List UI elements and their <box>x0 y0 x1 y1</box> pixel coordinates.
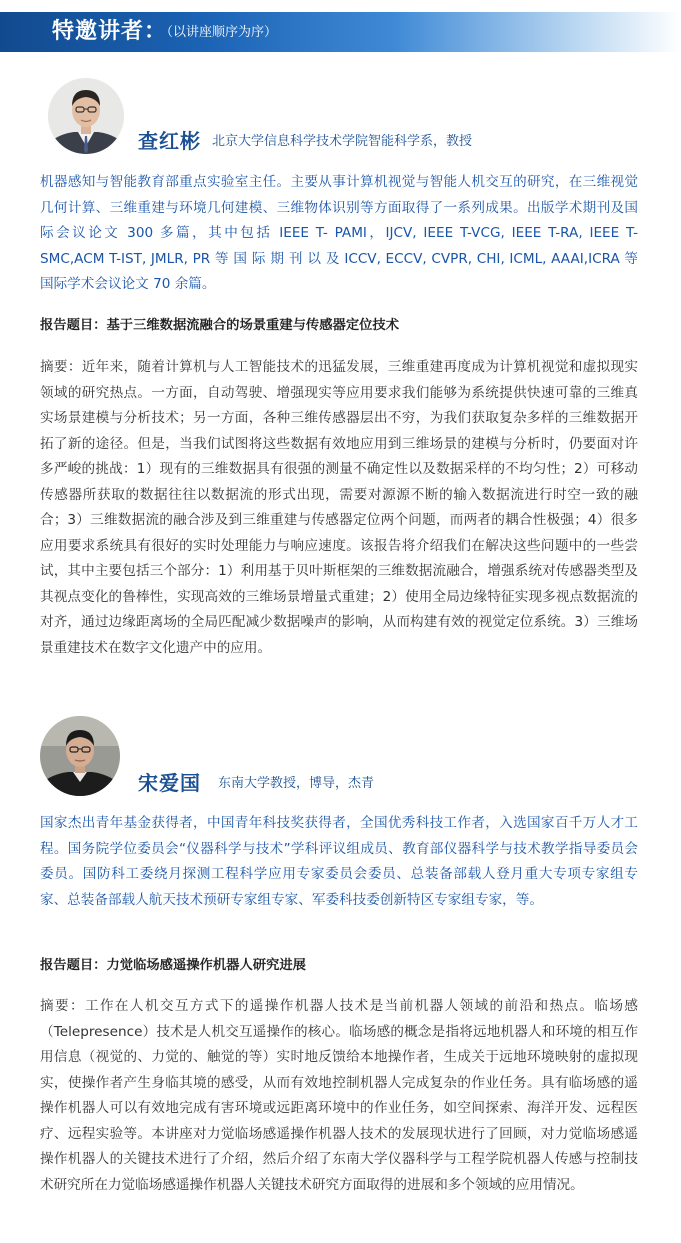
speaker-affiliation: 北京大学信息科学技术学院智能科学系，教授 <box>212 134 473 149</box>
report-title: 报告题目：基于三维数据流融合的场景重建与传感器定位技术 <box>40 318 400 333</box>
speaker-photo <box>48 78 124 154</box>
speaker-affiliation: 东南大学教授，博导，杰青 <box>218 776 375 791</box>
speaker-bio: 机器感知与智能教育部重点实验室主任。主要从事计算机视觉与智能人机交互的研究，在三维视觉几何计算、三维重建与环境几何建模、三维物体识别等方面取得了一系列成果。出版学术期刊及国际会议论文 300 多篇，其中包括 IEEE T- PAMI，IJCV, IEEE T-VCG, IEEE T-RA, IEEE T-SMC,ACM T-IST, JMLR, PR 等 国 际 期 刊 以 及 ICCV, ECCV, CVPR, CHI, ICML, AAAI,ICRA 等国际学术会议论文 70 余篇。 <box>40 174 638 292</box>
speaker-name: 宋爱国 <box>138 771 201 795</box>
speaker-photo <box>40 716 120 796</box>
report-abstract: 摘要：工作在人机交互方式下的遥操作机器人技术是当前机器人领域的前沿和热点。临场感（Telepresence）技术是人机交互遥操作的核心。临场感的概念是指将远地机器人和环境的相互作用信息（视觉的、力觉的、触觉的等）实时地反馈给本地操作者，生成关于远地环境映射的虚拟现实，使操作者产生身临其境的感受，从而有效地控制机器人完成复杂的作业任务。具有临场感的遥操作机器人可以有效地完成有害环境或远距离环境中的作业任务，如空间探索、海洋开发、远程医疗、远程实验等。本讲座对力觉临场感遥操作机器人技术的发展现状进行了回顾，对力觉临场感遥操作机器人的关键技术进行了介绍，然后介绍了东南大学仪器科学与工程学院机器人传感与控制技术研究所在力觉临场感遥操作机器人关键技术研究方面取得的进展和多个领域的应用情况。 <box>40 998 638 1193</box>
section-order-note: （以讲座顺序为序） <box>160 25 278 40</box>
section-header-banner <box>0 12 681 52</box>
report-abstract: 摘要：近年来，随着计算机与人工智能技术的迅猛发展，三维重建再度成为计算机视觉和虚拟现实领域的研究热点。一方面，自动驾驶、增强现实等应用要求我们能够为系统提供快速可靠的三维真实场景建模与分析技术；另一方面，各种三维传感器层出不穷，为我们获取复杂多样的三维数据开拓了新的途径。但是，当我们试图将这些数据有效地应用到三维场景的建模与分析时，仍要面对许多严峻的挑战：1）现有的三维数据具有很强的测量不确定性以及数据采样的不均匀性；2）可移动传感器所获取的数据往往以数据流的形式出现，需要对源源不断的输入数据流进行时空一致的融合；3）三维数据流的融合涉及到三维重建与传感器定位两个问题，而两者的耦合性极强；4）很多应用要求系统具有很好的实时处理能力与响应速度。该报告将介绍我们在解决这些问题中的一些尝试，其中主要包括三个部分：1）利用基于贝叶斯框架的三维数据流融合，增强系统对传感器类型及其视点变化的鲁棒性，实现高效的三维场景增量式重建；2）使用全局边缘特征实现多视点数据流的对齐，通过边缘距离场的全局匹配减少数据噪声的影响，从而构建有效的视觉定位系统。3）三维场景重建技术在数字文化遗产中的应用。 <box>40 359 638 656</box>
speaker-bio: 国家杰出青年基金获得者，中国青年科技奖获得者，全国优秀科技工作者，入选国家百千万人才工程。国务院学位委员会“仪器科学与技术”学科评议组成员、教育部仪器科学与技术教学指导委员会委员。国防科工委绕月探测工程科学应用专家委员会委员、总装备部载人登月重大专项专家组专家、总装备部载人航天技术预研专家组专家、军委科技委创新特区专家组专家，等。 <box>40 815 638 908</box>
section-title: 特邀讲者： <box>52 19 168 44</box>
report-title: 报告题目：力觉临场感遥操作机器人研究进展 <box>40 958 306 973</box>
speaker-name: 查红彬 <box>138 129 201 153</box>
